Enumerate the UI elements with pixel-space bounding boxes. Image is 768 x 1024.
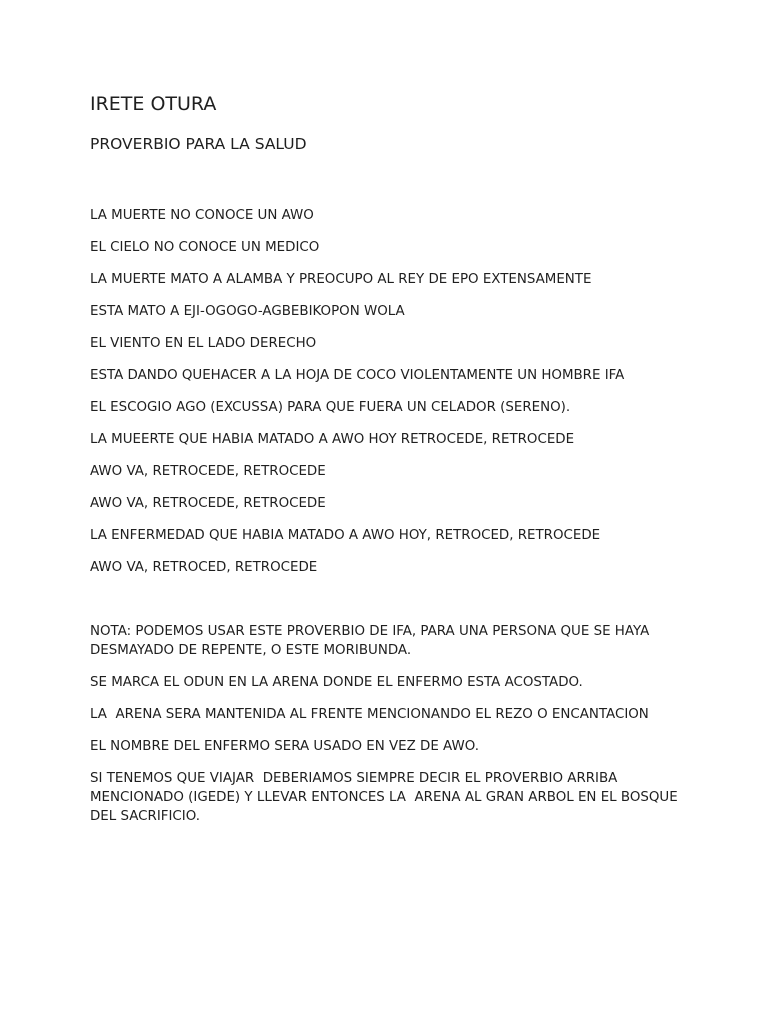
verse-line: ESTA MATO A EJI-OGOGO-AGBEBIKOPON WOLA: [90, 304, 405, 319]
verse-line: LA MUERTE MATO A ALAMBA Y PREOCUPO AL REY DE EPO EXTENSAMENTE: [90, 272, 592, 287]
note-paragraph: SI TENEMOS QUE VIAJAR DEBERIAMOS SIEMPRE DECIR EL PROVERBIO ARRIBA MENCIONADO (IGEDE) Y LLEVAR ENTONCES LA ARENA AL GRAN ARBOL EN EL BOSQUE DEL SACRIFICIO.: [90, 771, 682, 824]
verse-line: AWO VA, RETROCEDE, RETROCEDE: [90, 464, 326, 479]
verse-line: LA MUERTE NO CONOCE UN AWO: [90, 208, 314, 223]
verse-line: EL VIENTO EN EL LADO DERECHO: [90, 336, 317, 351]
verse-line: LA MUEERTE QUE HABIA MATADO A AWO HOY RETROCEDE, RETROCEDE: [90, 432, 575, 447]
verse-line: EL CIELO NO CONOCE UN MEDICO: [90, 240, 320, 255]
verse-line: EL ESCOGIO AGO (EXCUSSA) PARA QUE FUERA UN CELADOR (SERENO).: [90, 400, 571, 415]
verse-line: AWO VA, RETROCED, RETROCEDE: [90, 560, 318, 575]
note-paragraph: NOTA: PODEMOS USAR ESTE PROVERBIO DE IFA, PARA UNA PERSONA QUE SE HAYA DESMAYADO DE REPENTE, O ESTE MORIBUNDA.: [90, 624, 654, 658]
note-paragraph: SE MARCA EL ODUN EN LA ARENA DONDE EL ENFERMO ESTA ACOSTADO.: [90, 675, 583, 690]
proverb-verses: [90, 206, 624, 590]
note-paragraph: EL NOMBRE DEL ENFERMO SERA USADO EN VEZ DE AWO.: [90, 739, 479, 754]
verse-line: AWO VA, RETROCEDE, RETROCEDE: [90, 496, 326, 511]
document-title: IRETE OTURA: [90, 93, 217, 115]
note-paragraph: LA ARENA SERA MANTENIDA AL FRENTE MENCIONANDO EL REZO O ENCANTACION: [90, 707, 649, 722]
document-subtitle: PROVERBIO PARA LA SALUD: [90, 135, 307, 153]
verse-line: ESTA DANDO QUEHACER A LA HOJA DE COCO VIOLENTAMENTE UN HOMBRE IFA: [90, 368, 625, 383]
usage-notes: [90, 622, 690, 839]
verse-line: LA ENFERMEDAD QUE HABIA MATADO A AWO HOY, RETROCED, RETROCEDE: [90, 528, 601, 543]
